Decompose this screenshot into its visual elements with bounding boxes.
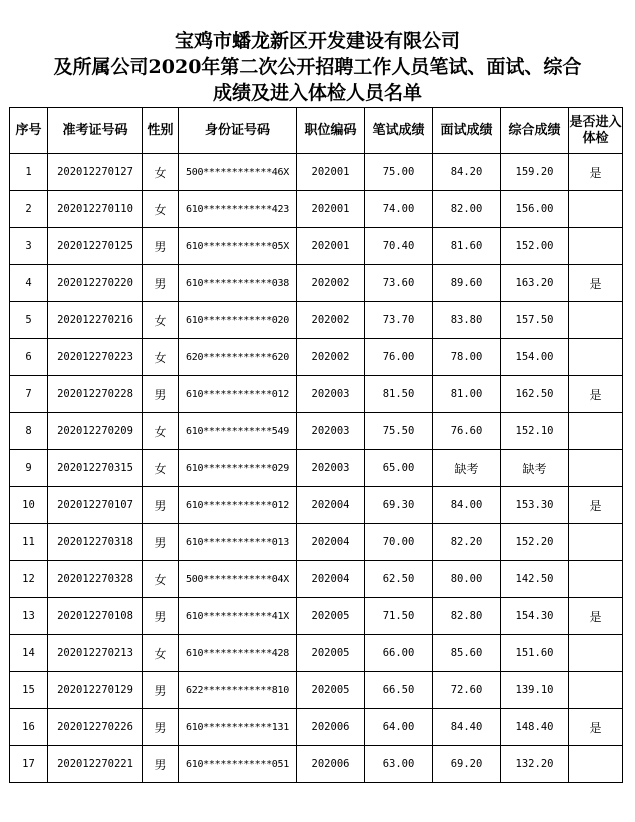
cell-total-score: 163.20 [501,265,569,302]
cell-medical-exam: 是 [569,487,623,524]
cell-no: 6 [10,339,48,376]
cell-written-score: 66.00 [365,635,433,672]
cell-id-number: 610************029 [179,450,297,487]
cell-exam-number: 202012270318 [48,524,143,561]
cell-interview-score: 84.40 [433,709,501,746]
page-title [0,28,635,106]
cell-gender: 女 [143,191,179,228]
cell-id-number: 610************013 [179,524,297,561]
table-row [10,376,623,413]
header-gender: 性别 [143,108,179,154]
table-row [10,265,623,302]
cell-written-score: 64.00 [365,709,433,746]
cell-id-number: 620************620 [179,339,297,376]
cell-job-code: 202004 [297,487,365,524]
cell-job-code: 202001 [297,154,365,191]
cell-no: 4 [10,265,48,302]
cell-written-score: 69.30 [365,487,433,524]
cell-interview-score: 89.60 [433,265,501,302]
header-no: 序号 [10,108,48,154]
table-row [10,561,623,598]
cell-medical-exam [569,413,623,450]
cell-interview-score: 85.60 [433,635,501,672]
cell-medical-exam [569,635,623,672]
cell-gender: 男 [143,487,179,524]
cell-gender: 男 [143,524,179,561]
cell-interview-score: 80.00 [433,561,501,598]
cell-written-score: 74.00 [365,191,433,228]
title-line-1: 宝鸡市蟠龙新区开发建设有限公司 [174,30,460,52]
cell-id-number: 610************012 [179,487,297,524]
cell-total-score: 162.50 [501,376,569,413]
cell-exam-number: 202012270125 [48,228,143,265]
cell-id-number: 610************020 [179,302,297,339]
cell-total-score: 148.40 [501,709,569,746]
cell-medical-exam [569,302,623,339]
title-line-2: 及所属公司2020年第二次公开招聘工作人员笔试、面试、综合 [53,56,582,78]
cell-gender: 男 [143,598,179,635]
cell-exam-number: 202012270328 [48,561,143,598]
table-row [10,524,623,561]
cell-no: 7 [10,376,48,413]
cell-written-score: 70.00 [365,524,433,561]
cell-medical-exam: 是 [569,154,623,191]
header-written-score: 笔试成绩 [365,108,433,154]
cell-gender: 男 [143,709,179,746]
cell-id-number: 622************810 [179,672,297,709]
cell-written-score: 71.50 [365,598,433,635]
cell-exam-number: 202012270315 [48,450,143,487]
cell-written-score: 76.00 [365,339,433,376]
cell-job-code: 202002 [297,302,365,339]
cell-total-score: 156.00 [501,191,569,228]
cell-exam-number: 202012270209 [48,413,143,450]
cell-total-score: 153.30 [501,487,569,524]
cell-interview-score: 81.00 [433,376,501,413]
cell-total-score: 152.10 [501,413,569,450]
header-medical-exam: 是否进入体检 [569,108,623,154]
cell-gender: 女 [143,339,179,376]
cell-total-score: 132.20 [501,746,569,783]
cell-gender: 女 [143,302,179,339]
table-body [10,154,623,783]
cell-interview-score: 缺考 [433,450,501,487]
cell-interview-score: 76.60 [433,413,501,450]
cell-id-number: 610************051 [179,746,297,783]
cell-gender: 男 [143,672,179,709]
cell-total-score: 152.00 [501,228,569,265]
cell-exam-number: 202012270110 [48,191,143,228]
cell-gender: 女 [143,635,179,672]
cell-exam-number: 202012270108 [48,598,143,635]
table-row [10,339,623,376]
cell-exam-number: 202012270226 [48,709,143,746]
cell-no: 16 [10,709,48,746]
cell-id-number: 500************04X [179,561,297,598]
cell-id-number: 610************41X [179,598,297,635]
cell-total-score: 142.50 [501,561,569,598]
cell-no: 8 [10,413,48,450]
cell-gender: 女 [143,413,179,450]
cell-total-score: 151.60 [501,635,569,672]
cell-medical-exam: 是 [569,376,623,413]
cell-total-score: 157.50 [501,302,569,339]
cell-written-score: 81.50 [365,376,433,413]
cell-exam-number: 202012270220 [48,265,143,302]
cell-medical-exam [569,672,623,709]
cell-id-number: 610************131 [179,709,297,746]
cell-exam-number: 202012270213 [48,635,143,672]
cell-written-score: 75.50 [365,413,433,450]
header-total-score: 综合成绩 [501,108,569,154]
cell-no: 1 [10,154,48,191]
cell-gender: 女 [143,561,179,598]
cell-total-score: 152.20 [501,524,569,561]
cell-no: 2 [10,191,48,228]
cell-exam-number: 202012270221 [48,746,143,783]
cell-total-score: 154.00 [501,339,569,376]
cell-interview-score: 83.80 [433,302,501,339]
table-row [10,154,623,191]
cell-interview-score: 69.20 [433,746,501,783]
cell-no: 13 [10,598,48,635]
cell-interview-score: 82.80 [433,598,501,635]
cell-medical-exam [569,191,623,228]
header-interview-score: 面试成绩 [433,108,501,154]
cell-gender: 女 [143,450,179,487]
cell-total-score: 159.20 [501,154,569,191]
cell-gender: 女 [143,154,179,191]
cell-job-code: 202005 [297,598,365,635]
cell-written-score: 73.60 [365,265,433,302]
cell-id-number: 610************038 [179,265,297,302]
cell-medical-exam: 是 [569,265,623,302]
cell-gender: 男 [143,228,179,265]
cell-interview-score: 82.20 [433,524,501,561]
cell-gender: 男 [143,265,179,302]
cell-no: 3 [10,228,48,265]
cell-job-code: 202004 [297,561,365,598]
cell-total-score: 缺考 [501,450,569,487]
cell-job-code: 202002 [297,265,365,302]
cell-job-code: 202004 [297,524,365,561]
cell-job-code: 202005 [297,672,365,709]
cell-no: 11 [10,524,48,561]
table-row [10,672,623,709]
cell-no: 5 [10,302,48,339]
cell-id-number: 500************46X [179,154,297,191]
cell-no: 10 [10,487,48,524]
cell-interview-score: 81.60 [433,228,501,265]
cell-written-score: 66.50 [365,672,433,709]
cell-id-number: 610************428 [179,635,297,672]
cell-interview-score: 84.20 [433,154,501,191]
title-line-3: 成绩及进入体检人员名单 [212,82,422,104]
table-row [10,413,623,450]
cell-total-score: 154.30 [501,598,569,635]
results-table [9,107,623,783]
table-row [10,635,623,672]
cell-medical-exam [569,746,623,783]
cell-interview-score: 78.00 [433,339,501,376]
cell-no: 12 [10,561,48,598]
table-row [10,487,623,524]
cell-medical-exam [569,228,623,265]
cell-job-code: 202001 [297,228,365,265]
cell-job-code: 202006 [297,746,365,783]
table-row [10,228,623,265]
cell-written-score: 70.40 [365,228,433,265]
cell-gender: 男 [143,376,179,413]
cell-medical-exam [569,339,623,376]
cell-written-score: 73.70 [365,302,433,339]
cell-no: 14 [10,635,48,672]
cell-exam-number: 202012270223 [48,339,143,376]
cell-written-score: 63.00 [365,746,433,783]
cell-written-score: 62.50 [365,561,433,598]
cell-interview-score: 72.60 [433,672,501,709]
cell-medical-exam: 是 [569,598,623,635]
cell-job-code: 202003 [297,450,365,487]
cell-exam-number: 202012270107 [48,487,143,524]
cell-job-code: 202006 [297,709,365,746]
table-header-row [10,108,623,154]
cell-medical-exam [569,561,623,598]
cell-no: 9 [10,450,48,487]
cell-id-number: 610************549 [179,413,297,450]
cell-medical-exam [569,450,623,487]
cell-job-code: 202001 [297,191,365,228]
cell-job-code: 202003 [297,413,365,450]
cell-job-code: 202005 [297,635,365,672]
cell-medical-exam: 是 [569,709,623,746]
cell-no: 17 [10,746,48,783]
header-id-number: 身份证号码 [179,108,297,154]
cell-interview-score: 84.00 [433,487,501,524]
table-row [10,598,623,635]
cell-no: 15 [10,672,48,709]
cell-job-code: 202002 [297,339,365,376]
cell-id-number: 610************05X [179,228,297,265]
cell-total-score: 139.10 [501,672,569,709]
table-row [10,450,623,487]
cell-exam-number: 202012270216 [48,302,143,339]
cell-written-score: 65.00 [365,450,433,487]
cell-id-number: 610************423 [179,191,297,228]
table-row [10,746,623,783]
header-exam-number: 准考证号码 [48,108,143,154]
cell-id-number: 610************012 [179,376,297,413]
table-row [10,709,623,746]
cell-interview-score: 82.00 [433,191,501,228]
table-row [10,302,623,339]
cell-written-score: 75.00 [365,154,433,191]
cell-medical-exam [569,524,623,561]
cell-job-code: 202003 [297,376,365,413]
table-row [10,191,623,228]
cell-exam-number: 202012270129 [48,672,143,709]
cell-exam-number: 202012270228 [48,376,143,413]
cell-gender: 男 [143,746,179,783]
cell-exam-number: 202012270127 [48,154,143,191]
header-job-code: 职位编码 [297,108,365,154]
